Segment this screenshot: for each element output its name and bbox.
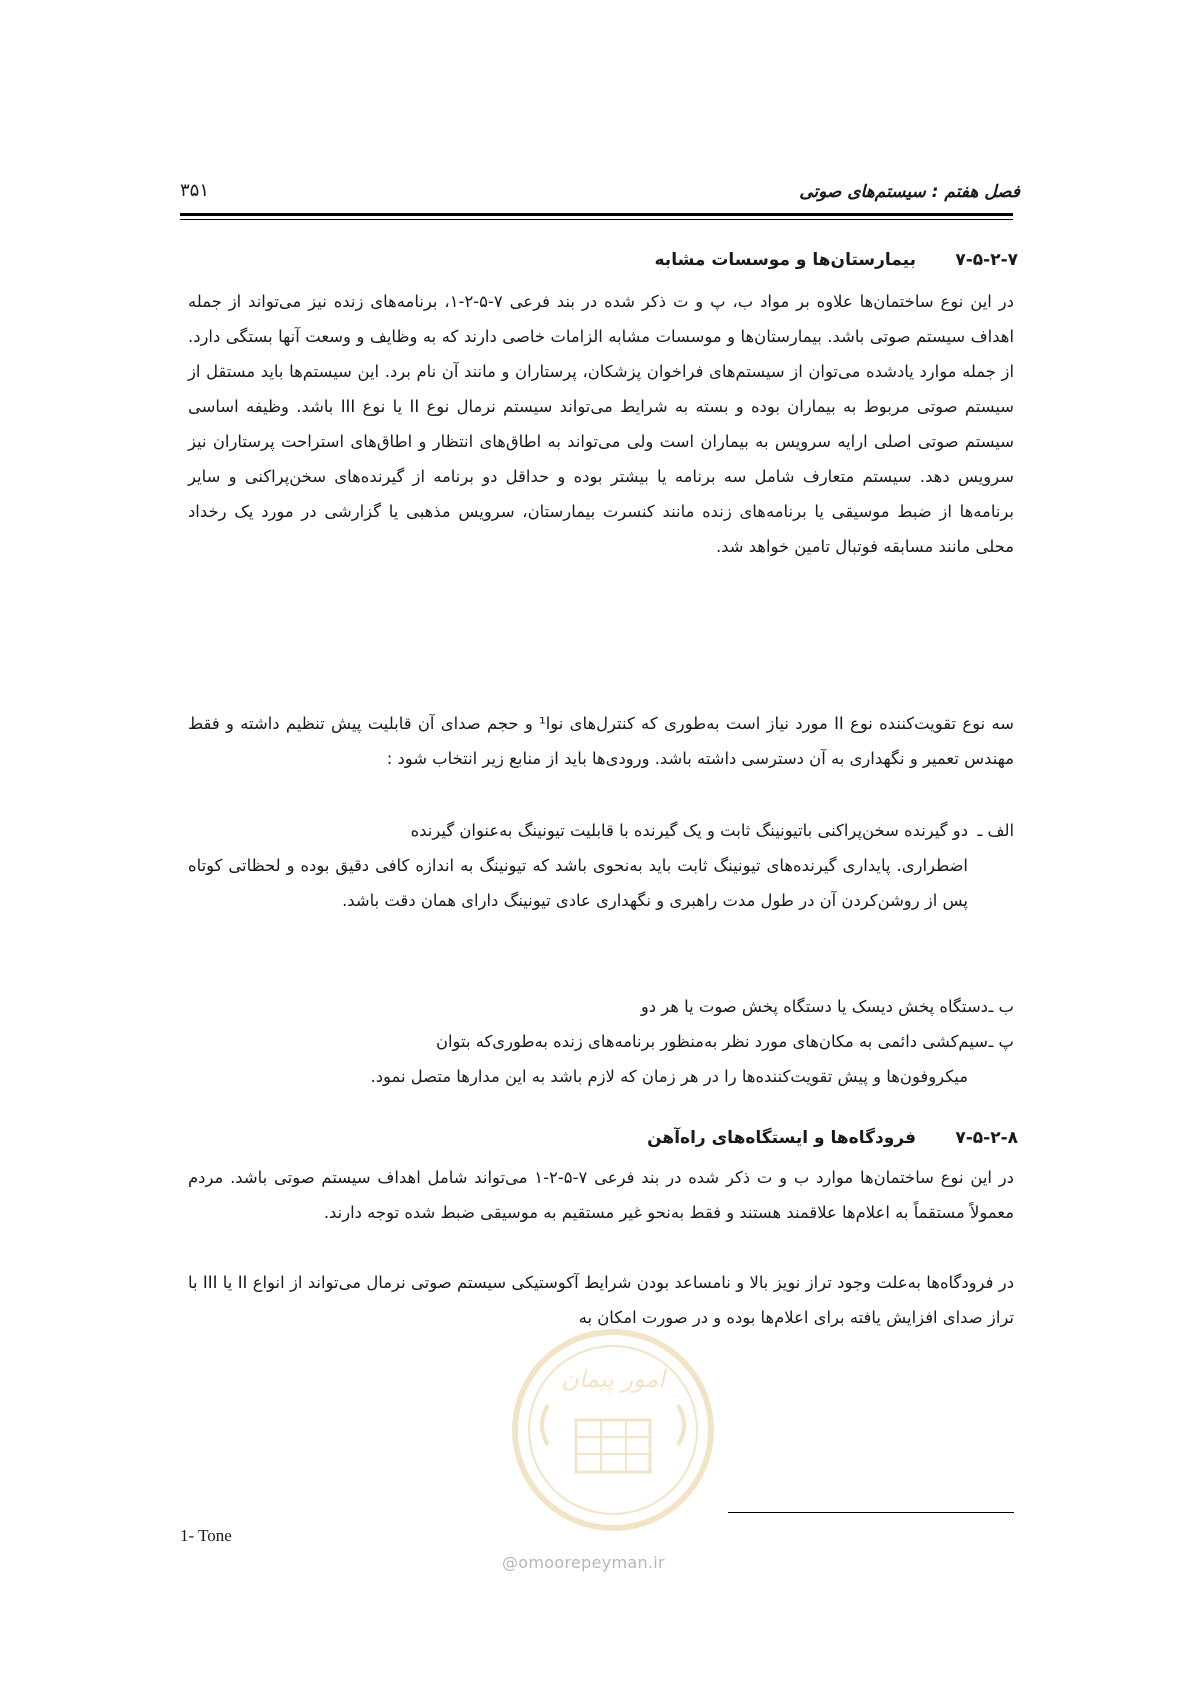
list-item-label: پ ـ bbox=[988, 1032, 1014, 1051]
header-rule-thin bbox=[180, 219, 1013, 220]
section-number: ۷-۵-۲-۸ bbox=[955, 1128, 1018, 1148]
page-number: ۳۵۱ bbox=[180, 180, 210, 201]
list-item-text: میکروفون‌ها و پیش تقویت‌کننده‌ها را در هر زمان که لازم باشد به این مدارها متصل نمود. bbox=[370, 1067, 968, 1086]
list-item-text: دستگاه پخش دیسک یا دستگاه پخش صوت یا هر دو bbox=[640, 997, 988, 1016]
footnote: 1- Tone bbox=[180, 1526, 232, 1545]
watermark-logo bbox=[508, 1325, 718, 1535]
footnote-rule bbox=[728, 1512, 1014, 1513]
running-header-title: فصل هفتم : سیستم‌های صوتی bbox=[799, 182, 1020, 202]
list-item-text: دو گیرنده سخن‌پراکنی باتیونینگ ثابت و یک گیرنده با قابلیت تیونینگ به‌عنوان گیرنده bbox=[410, 821, 968, 840]
section-number: ۷-۵-۲-۷ bbox=[955, 250, 1018, 270]
list-item-label: الف ـ bbox=[977, 821, 1014, 840]
list-item-text: سیم‌کشی دائمی به مکان‌های مورد نظر به‌منظور برنامه‌های زنده به‌طوری‌که بتوان bbox=[435, 1032, 988, 1051]
watermark-logo-text: امور پیمان bbox=[561, 1365, 665, 1393]
paragraph: در فرودگاه‌ها به‌علت وجود تراز نویز بالا و نامساعد بودن شرایط آکوستیکی سیستم صوتی نرمال می‌تواند از انواع II یا III با تراز صدای افزایش یافته برای اعلام‌ها بوده و در صورت امکان به bbox=[188, 1273, 1014, 1327]
section-heading bbox=[178, 250, 1018, 270]
section-title: فرودگاه‌ها و ایستگاه‌های راه‌آهن bbox=[647, 1128, 916, 1148]
section-heading bbox=[178, 1128, 1018, 1148]
list-item-label: ب ـ bbox=[988, 997, 1014, 1016]
header-rule-thick bbox=[180, 213, 1013, 216]
paragraph: در این نوع ساختمان‌ها موارد ب و ت ذکر شده در بند فرعی ۷-۵-۲-۱ می‌تواند شامل اهداف سیستم صوتی باشد. مردم معمولاً مستقماً به اعلام‌ها علاقمند هستند و فقط به‌نحو غیر مستقیم به موسیقی ضبط شده توجه دارند. bbox=[188, 1168, 1014, 1222]
paragraph: در این نوع ساختمان‌ها علاوه بر مواد ب، پ و ت ذکر شده در بند فرعی ۷-۵-۲-۱، برنامه‌های زنده نیز می‌تواند از جمله اهداف سیستم صوتی باشد. بیمارستان‌ها و موسسات مشابه الزامات خاصی دارند که به وظایف و وسعت آنها بستگی دارد. از جمله موارد یادشده می‌توان از سیستم‌های فراخوان پزشکان، پرستاران و مانند آن نام برد. این سیستم‌ها باید مستقل از سیستم صوتی مربوط به بیماران بوده و بسته به شرایط می‌تواند سیستم نرمال نوع II یا نوع III باشد. وظیفه اساسی سیستم صوتی اصلی ارایه سرویس به بیماران است ولی می‌تواند به اطاق‌های انتظار و اطاق‌های استراحت پرستاران نیز سرویس دهد. سیستم متعارف شامل سه برنامه یا بیشتر بوده و حداقل دو برنامه از گیرنده‌های سخن‌پراکنی و سایر برنامه‌ها از ضبط موسیقی یا برنامه‌های زنده مانند کنسرت بیمارستان، سرویس مذهبی یا گزارشی در مورد یک رخداد محلی مانند مسابقه فوتبال تامین خواهد شد. bbox=[188, 292, 1014, 556]
watermark-url: @omoorepeyman.ir bbox=[502, 1553, 665, 1572]
paragraph: سه نوع تقویت‌کننده نوع II مورد نیاز است به‌طوری که کنترل‌های نوا¹ و حجم صدای آن قابلیت پیش تنظیم داشته و فقط مهندس تعمیر و نگهداری به آن دسترسی داشته باشد. ورودی‌ها باید از منابع زیر انتخاب شود : bbox=[188, 714, 1015, 768]
section-title: بیمارستان‌ها و موسسات مشابه bbox=[654, 250, 916, 270]
list-item-text: اضطراری. پایداری گیرنده‌های تیونینگ ثابت باید به‌نحوی باشد که تیونینگ به اندازه کافی دقیق بوده و لحظاتی کوتاه پس از روشن‌کردن آن در طول مدت راهبری و نگهداری عادی تیونینگ دارای همان دقت باشد. bbox=[188, 856, 968, 910]
